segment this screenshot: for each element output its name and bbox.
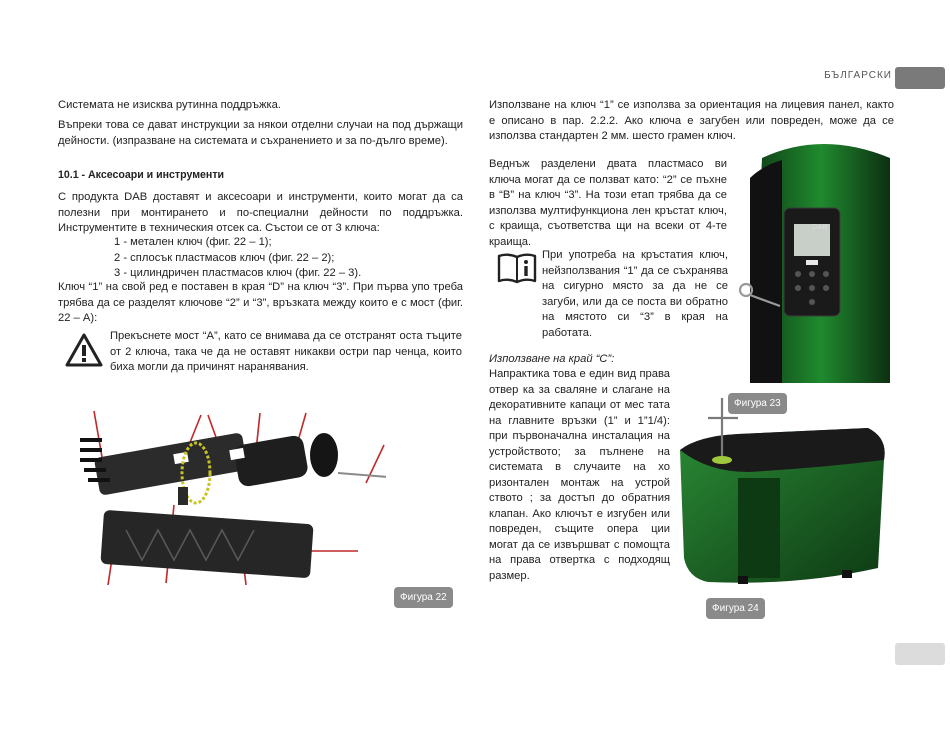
key-list <box>58 235 463 282</box>
page-tab <box>895 643 945 665</box>
paragraph-instructions: Въпреки това се дават инструкции за някои отделни случаи на под държащи дейности. (изпразване на системата и съхранението и за по-дълго време). <box>58 119 463 147</box>
paragraph-end-c: Напрактика това е един вид права отвер ка за сваляне и слагане на декоративните капаци от мес тата на главните връзки (1” и 1”1/4): при първоначална инсталация на устройството; за пълнене на системата в случаите на хо ризонтален монтаж на устрой ството ; за достъп до обратния клапан. Ако ключът е изгубен или повреден, същите опера ции могат да се извършват с помощта на права отвертка с подходящ размер. <box>489 368 670 582</box>
figure-24-caption: Фигура 24 <box>706 598 765 619</box>
list-item: 3 - цилиндричен пластмасов ключ (фиг. 22 – 3). <box>114 267 362 279</box>
paragraph-key1: Използване на ключ “1” се използва за ориентация на лицевия панел, както е описано в пар. 2.2.2. Ако ключа е загубен или повреден, може да се използва стандартен 2 мм. шесто грамен ключ. <box>489 99 894 142</box>
list-item: 2 - сплосък пластмасов ключ (фиг. 22 – 2); <box>114 251 335 264</box>
paragraph-split-keys: Веднъж разделени двата пластмасо ви ключа могат да се ползват като: “2” се пъхне в “B” на ключ “3”. На този етап трябва да се използва мултифункциона лен кръстат ключ, с краища, съответства щи на всеки от 4-те краища. <box>489 158 727 248</box>
warning-text: Прекъснете мост “A”, като се внимава да се отстранят оста тъците от 2 ключа, така че да не оставят никакви остри пар ченца, които биха могли да причинят наранявания. <box>110 330 462 373</box>
paragraph-key-bridge: Ключ “1” на свой ред е поставен в края “D” на ключ “3”. При първа упо треба трябва да се разделят ключове “2” и “3”, връзката между които е с мост (фиг. 22 – A): <box>58 281 463 324</box>
section-tab <box>895 67 945 89</box>
sub-heading-end-c: Използване на край “C”: <box>489 353 615 365</box>
paragraph-accessories: С продукта DAB доставят и аксесоари и инструменти, които могат да са полезни при монтирането и по-специални дейности по поддръжка. Инструментите в техническия отсек са. Състои се от 3 ключа: <box>58 191 463 234</box>
paragraph-maintenance: Системата не изисква рутинна поддръжка. <box>58 99 281 111</box>
figure-22-caption: Фигура 22 <box>394 587 453 608</box>
info-text: При употреба на кръстатия ключ, нейзползвания “1” да се съхранява на сигурно място за да не се загуби, или да се поста ви обратно на мястото си “3” в края на работата. <box>542 249 728 339</box>
figure-23-illustration <box>732 138 890 383</box>
manual-info-icon <box>496 252 538 284</box>
section-heading: 10.1 - Аксесоари и инструменти <box>58 169 225 181</box>
language-label: БЪЛГАРСКИ <box>824 70 892 81</box>
figure-22-illustration <box>66 405 386 595</box>
figure-24-illustration <box>678 398 888 588</box>
figure-23-caption: Фигура 23 <box>728 393 787 414</box>
panel-logo: DAB <box>812 224 828 231</box>
warning-icon <box>64 332 104 368</box>
list-item: 1 - метален ключ (фиг. 22 – 1); <box>114 236 272 248</box>
